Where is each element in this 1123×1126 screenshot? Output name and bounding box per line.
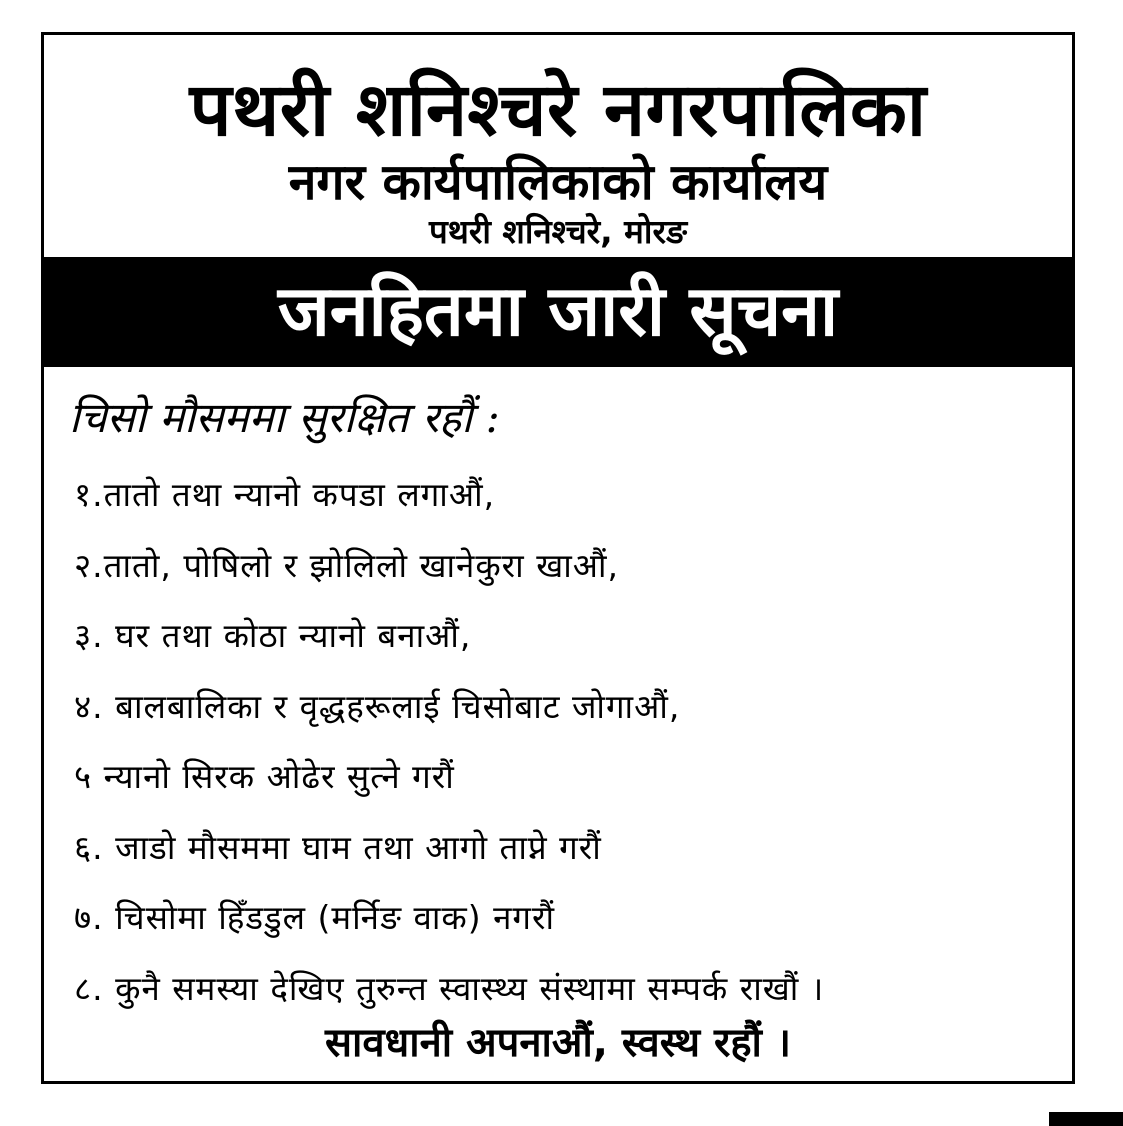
- tip-item: ६. जाडो मौसममा घाम तथा आगो ताप्ने गरौं: [74, 827, 602, 867]
- notice-banner: जनहितमा जारी सूचना: [44, 257, 1072, 367]
- tip-item: ५ न्यानो सिरक ओढेर सुत्ने गरौं: [74, 757, 455, 796]
- closing-message: सावधानी अपनाऔं, स्वस्थ रहौं ।: [324, 1020, 792, 1066]
- office-name: नगर कार्यपालिकाको कार्यालय: [288, 153, 828, 211]
- notice-frame: [41, 32, 1075, 1084]
- tip-item: ४. बालबालिका र वृद्धहरूलाई चिसोबाट जोगाऔं,: [74, 686, 681, 726]
- municipality-title: पथरी शनिश्चरे नगरपालिका: [189, 67, 927, 153]
- notice-subheading: चिसो मौसममा सुरक्षित रहौं :: [69, 393, 500, 442]
- corner-mark: [1049, 1112, 1123, 1126]
- tip-item: १.तातो तथा न्यानो कपडा लगाऔं,: [74, 475, 496, 514]
- tip-item: ७. चिसोमा हिँडडुल (मर्निङ वाक) नगरौं: [74, 898, 556, 937]
- office-address: पथरी शनिश्चरे, मोरङ: [429, 212, 687, 251]
- tip-item: २.तातो, पोषिलो र झोलिलो खानेकुरा खाऔं,: [74, 545, 619, 585]
- tip-item: ८. कुनै समस्या देखिए तुरुन्त स्वास्थ्य संस्थामा सम्पर्क राखौं ।: [74, 968, 825, 1008]
- safety-tips-list: [74, 460, 824, 1024]
- tip-item: ३. घर तथा कोठा न्यानो बनाऔं,: [74, 616, 472, 655]
